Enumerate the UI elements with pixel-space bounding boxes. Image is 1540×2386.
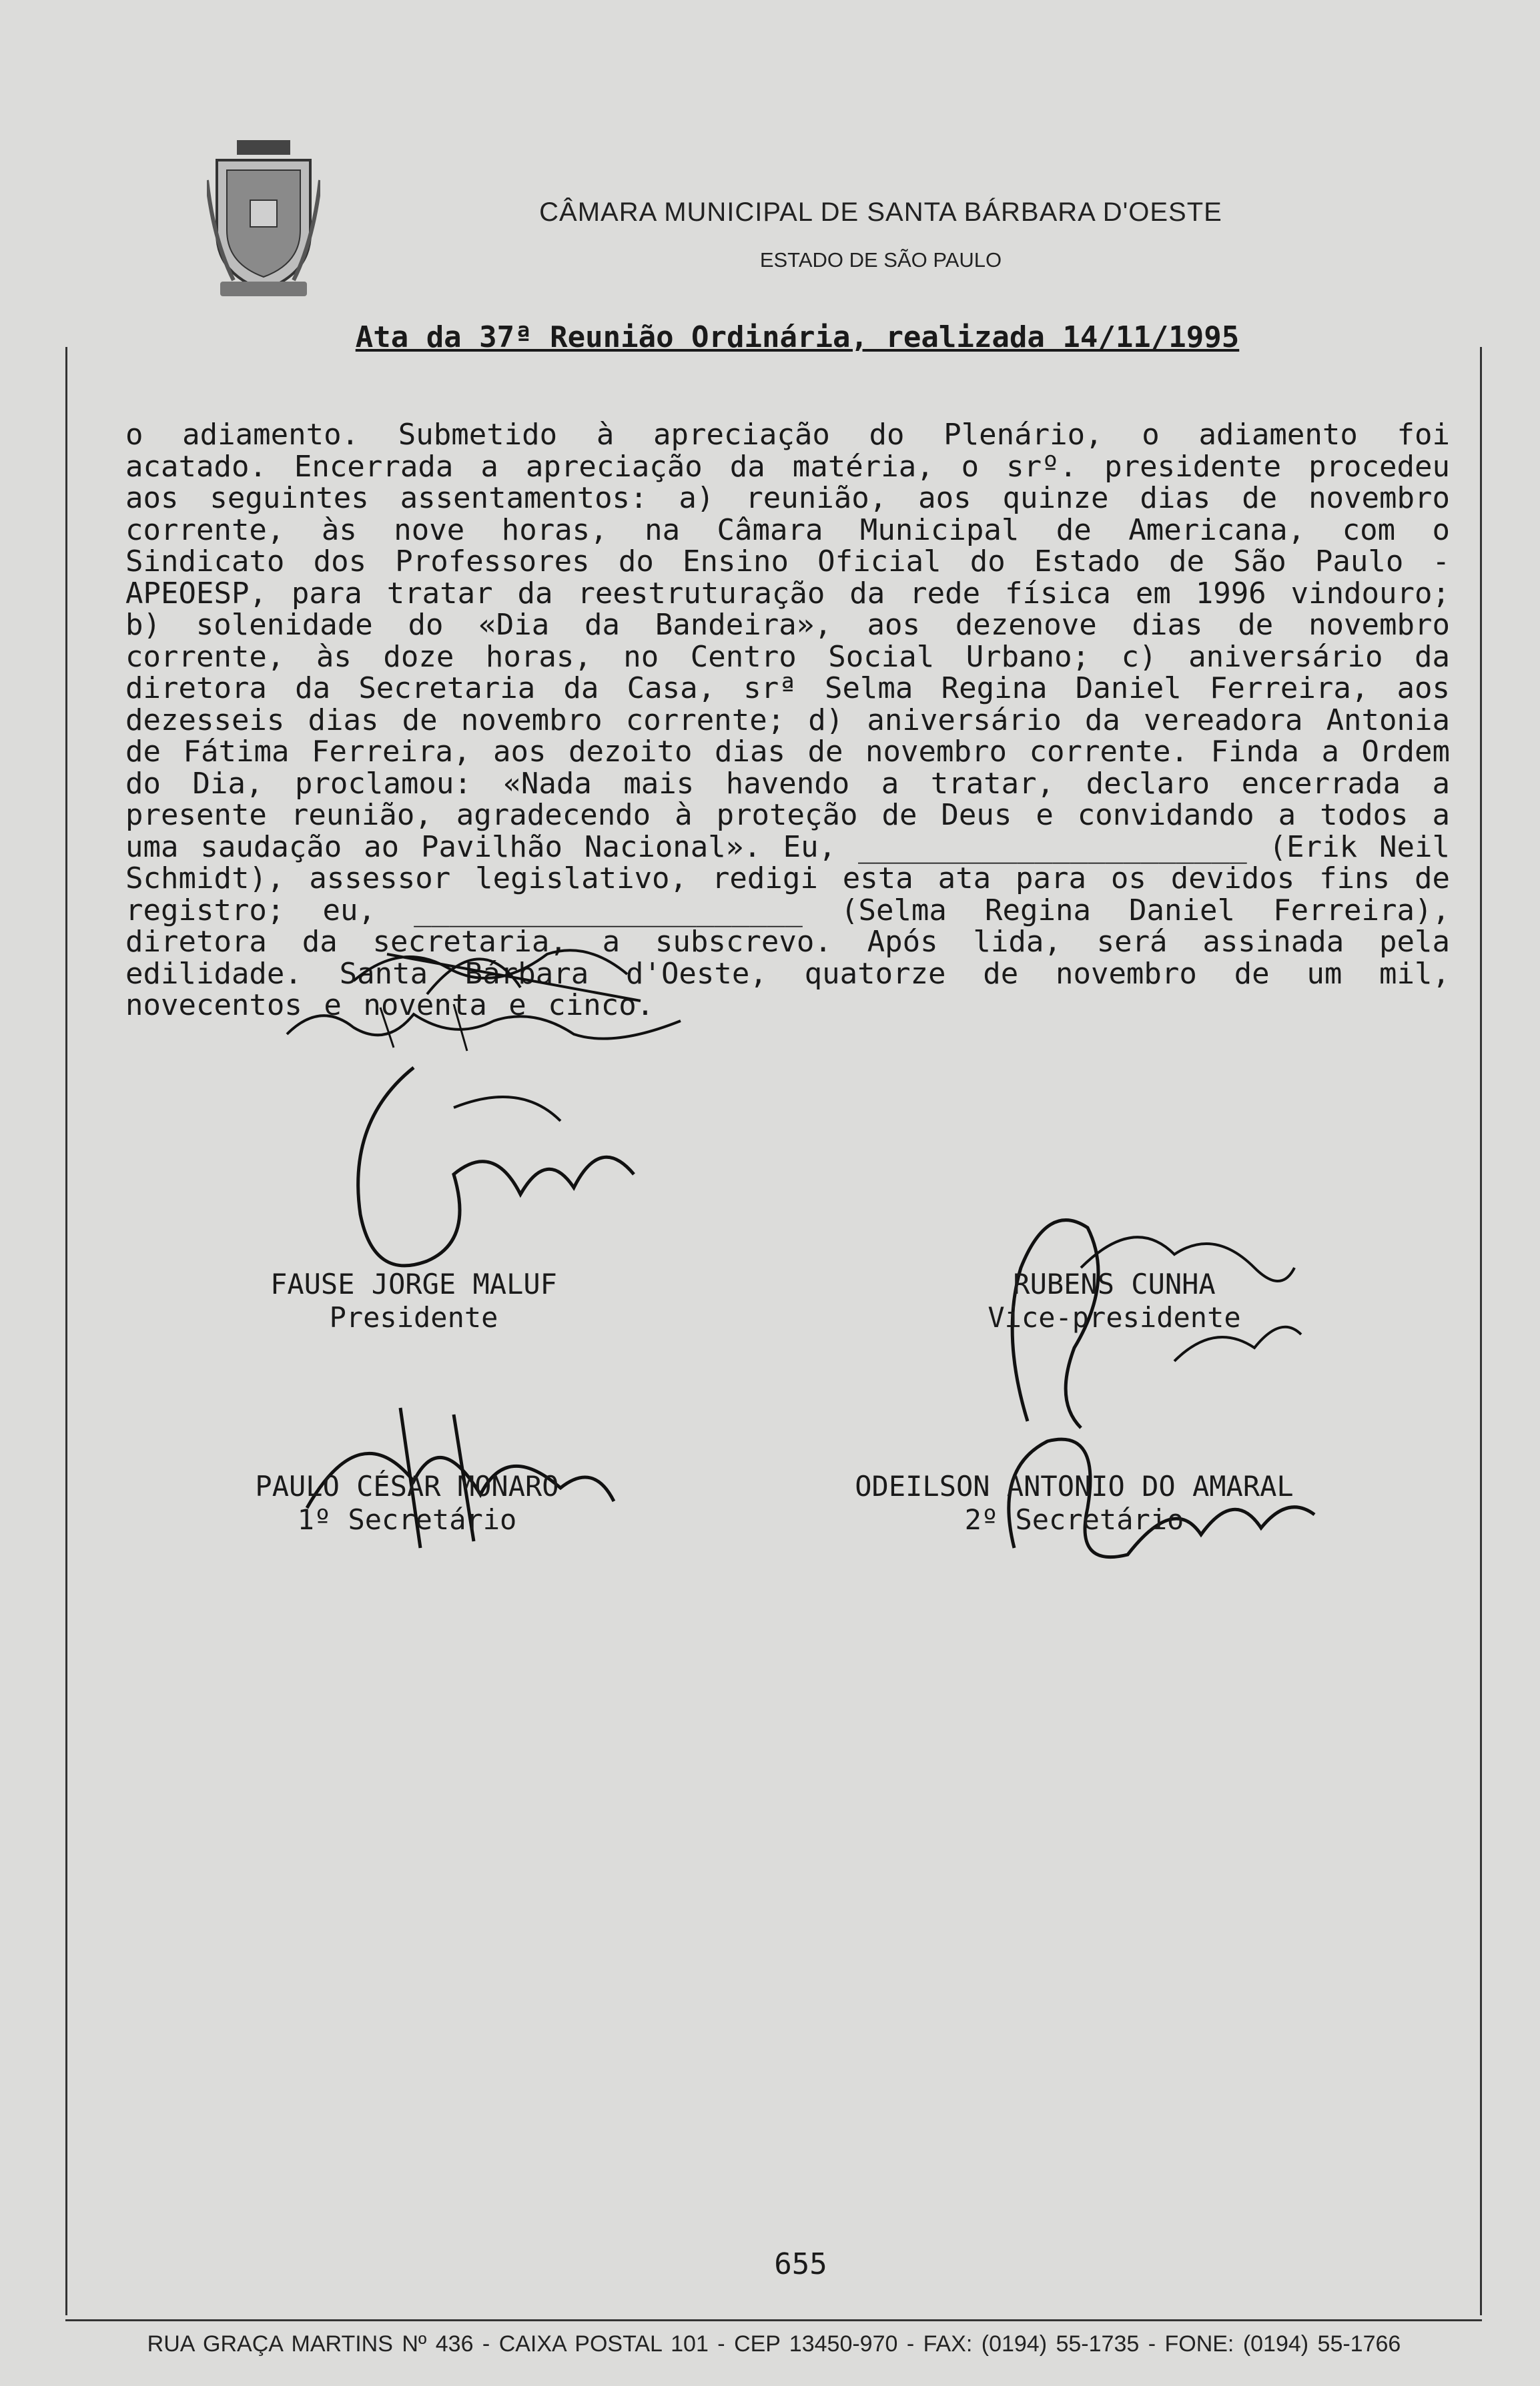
left-margin-rule (65, 347, 67, 2315)
page-number: 655 (774, 2247, 827, 2281)
signatory-name: ODEILSON ANTONIO DO AMARAL (855, 1470, 1294, 1503)
address-footer: RUA GRAÇA MARTINS Nº 436 - CAIXA POSTAL 101 - CEP 13450-970 - FAX: (0194) 55-1735 - FONE: (0194) 55-1766 (147, 2331, 1401, 2357)
chamber-name: CÂMARA MUNICIPAL DE SANTA BÁRBARA D'OESTE (539, 197, 1222, 227)
footer-rule (65, 2319, 1482, 2321)
signatory-role: Vice-presidente (988, 1301, 1241, 1334)
state-name: ESTADO DE SÃO PAULO (759, 248, 1002, 272)
signatory-role: 1º Secretário (297, 1503, 517, 1536)
signatory-role: 2º Secretário (964, 1503, 1184, 1536)
signatory-vice-president (907, 1268, 1321, 1334)
signatory-name: RUBENS CUNHA (1013, 1268, 1216, 1300)
minute-paragraph: o adiamento. Submetido à apreciação do Plenário, o adiamento foi acatado. Encerrada a apreciação da matéria, o srº. presidente procedeu aos seguintes assentamentos: a) reunião, aos quinze dias de novembro corrente, às nove horas, na Câmara Municipal de Americana, com o Sindicato dos Professores do Ensino Oficial do Estado de São Paulo - APEOESP, para tratar da reestruturação da rede física em 1996 vindouro; b) solenidade do «Dia da Bandeira», aos dezenove dias de novembro corrente, às doze horas, no Centro Social Urbano; c) aniversário da diretora da Secretaria da Casa, srª Selma Regina Daniel Ferreira, aos dezesseis dias de novembro corrente; d) aniversário da vereadora Antonia de Fátima Ferreira, aos dezoito dias de novembro corrente. Finda a Ordem do Dia, proclamou: «Nada mais havendo a tratar, declaro encerrada a presente reunião, agradecendo à proteção de Deus e convidando a todos a uma saudação ao Pavilhão Nacional». Eu, ______________________ (Erik Neil Schmidt), assessor legislativo, redigi esta ata para os devidos fins de registro; eu, ______________________ (Selma Regina Daniel Ferreira), diretora da secretaria, a subscrevo. Após lida, será assinada pela edilidade. Santa Bárbara d'Oeste, quatorze de novembro de um mil, novecentos e noventa e cinco. (125, 418, 1450, 1022)
signatory-name: FAUSE JORGE MALUF (270, 1268, 557, 1300)
minute-title: Ata da 37ª Reunião Ordinária, realizada 14/11/1995 (355, 320, 1240, 354)
signatory-name: PAULO CÉSAR MONARO (255, 1470, 559, 1503)
signatory-president (240, 1268, 587, 1334)
right-margin-rule (1480, 347, 1482, 2315)
signatory-first-secretary (200, 1470, 614, 1537)
signatory-second-secretary (787, 1470, 1361, 1537)
minute-body (125, 419, 1450, 1022)
signatory-role: Presidente (329, 1301, 498, 1334)
municipal-coat-of-arms (207, 140, 320, 300)
